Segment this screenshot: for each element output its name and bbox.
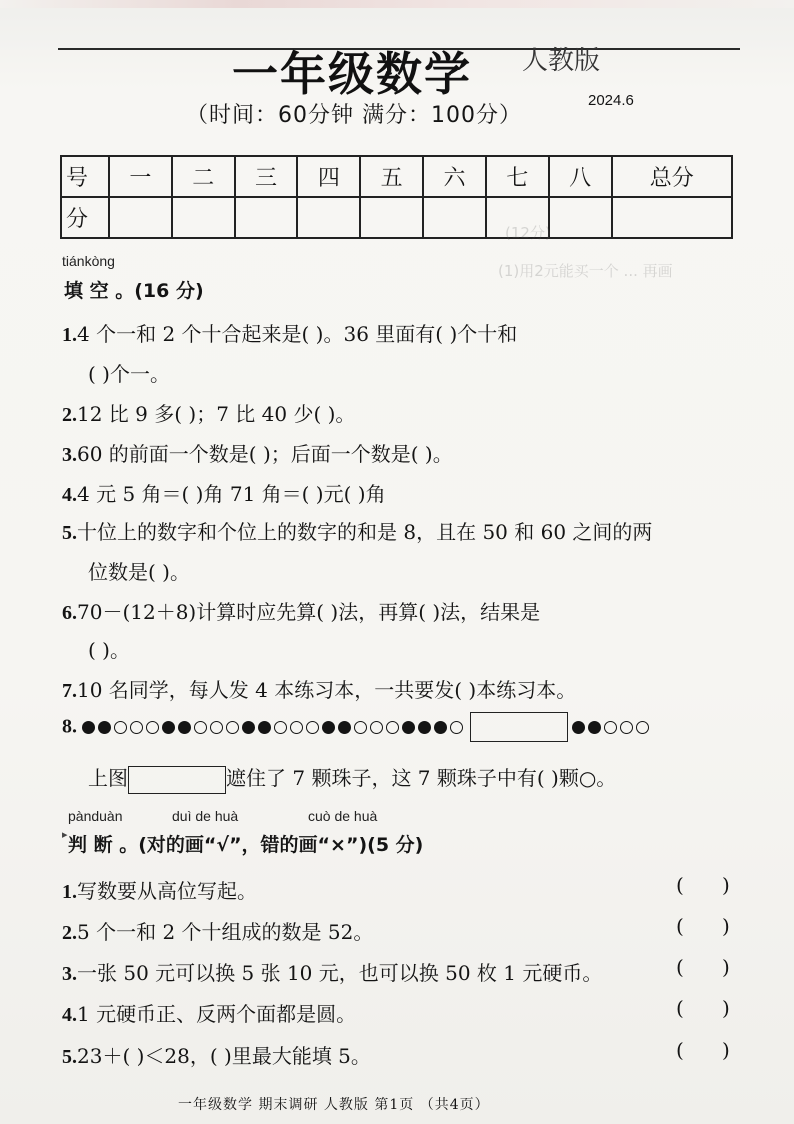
score-input-cell[interactable] (360, 197, 423, 238)
score-cell: 总分 (612, 156, 733, 197)
section1-title: 填 空 。(16 分) (64, 280, 204, 302)
top-edge (0, 0, 794, 8)
score-table-score-row (61, 197, 732, 238)
question-1-continued: ( )个一。 (88, 362, 170, 386)
question-3 (62, 438, 453, 467)
question-1 (62, 318, 517, 347)
score-cell: 号 (61, 156, 109, 197)
question-2 (62, 398, 355, 427)
question-text: 10 名同学，每人发 4 本练习本，一共要发( )本练习本。 (77, 678, 577, 702)
section2-pinyin: pànduàn (68, 808, 123, 824)
section1-pinyin: tiánkòng (62, 253, 115, 269)
answer-paren[interactable]: ( ) (676, 996, 730, 1020)
question-6 (62, 596, 540, 625)
white-bead (604, 721, 617, 734)
score-cell: 五 (360, 156, 423, 197)
score-cell: 一 (109, 156, 172, 197)
score-input-cell[interactable] (612, 197, 733, 238)
bead-row (62, 712, 652, 744)
bleed-through: (12分) (505, 224, 551, 242)
page-footer: 一年级数学 期末调研 人教版 第1页 （共4页） (178, 1097, 490, 1113)
question-text: 十位上的数字和个位上的数字的和是 8，且在 50 和 60 之间的两 (77, 520, 653, 544)
question-text: 写数要从高位写起。 (77, 879, 257, 903)
exam-date: 2024.6 (588, 92, 634, 109)
question-text: 4 元 5 角＝( )角 71 角＝( )元( )角 (77, 482, 386, 506)
black-bead (242, 721, 255, 734)
black-bead (402, 721, 415, 734)
judge-item (62, 875, 257, 904)
question-text: 70－(12＋8)计算时应先算( )法，再算( )法，结果是 (77, 600, 541, 624)
question-5 (62, 516, 652, 545)
score-cell: 八 (549, 156, 612, 197)
score-input-cell[interactable] (549, 197, 612, 238)
question-6-continued: ( )。 (88, 638, 130, 662)
white-bead (354, 721, 367, 734)
question-number: 3. (62, 963, 77, 985)
black-bead (588, 721, 601, 734)
cover-box (470, 712, 568, 742)
black-bead (178, 721, 191, 734)
answer-paren[interactable]: ( ) (676, 873, 730, 897)
question-number: 6. (62, 602, 77, 624)
question-text: 60 的前面一个数是( )；后面一个数是( )。 (77, 442, 453, 466)
question-number: 2. (62, 922, 77, 944)
score-table-header-row (61, 156, 732, 197)
question-text: 遮住了 7 颗珠子，这 7 颗珠子中有( )颗○。 (226, 766, 617, 790)
white-bead (130, 721, 143, 734)
black-bead (82, 721, 95, 734)
score-cell: 三 (235, 156, 298, 197)
question-5-continued: 位数是( )。 (88, 560, 190, 584)
white-bead (194, 721, 207, 734)
black-bead (258, 721, 271, 734)
edition-label: 人教版 (522, 46, 601, 76)
question-number: 3. (62, 444, 77, 466)
bleed-through: (1)用2元能买一个 ... 再画 (498, 262, 673, 280)
judge-item (62, 998, 356, 1027)
score-input-cell[interactable] (235, 197, 298, 238)
score-cell: 四 (297, 156, 360, 197)
question-text: 23＋( )＜28，( )里最大能填 5。 (77, 1044, 371, 1068)
white-bead (306, 721, 319, 734)
question-number: 2. (62, 404, 77, 426)
score-input-cell[interactable] (172, 197, 235, 238)
question-4 (62, 478, 386, 507)
question-text: 一张 50 元可以换 5 张 10 元，也可以换 50 枚 1 元硬币。 (77, 961, 603, 985)
question-7 (62, 674, 576, 703)
question-number: 5. (62, 1046, 77, 1068)
black-bead (162, 721, 175, 734)
question-number: 7. (62, 680, 77, 702)
judge-item (62, 957, 602, 986)
score-input-cell[interactable] (423, 197, 486, 238)
black-bead (338, 721, 351, 734)
question-text: 12 比 9 多( )；7 比 40 少( )。 (77, 402, 356, 426)
question-text: 5 个一和 2 个十组成的数是 52。 (77, 920, 374, 944)
answer-paren[interactable]: ( ) (676, 914, 730, 938)
white-bead (274, 721, 287, 734)
white-bead (636, 721, 649, 734)
exam-subtitle: （时间：60分钟 满分：100分） (186, 103, 522, 128)
question-text: 上图 (88, 766, 128, 790)
score-input-cell[interactable] (109, 197, 172, 238)
question-number: 4. (62, 484, 77, 506)
question-8-continued (88, 762, 616, 794)
question-number: 1. (62, 324, 77, 346)
question-text: 4 个一和 2 个十合起来是( )。36 里面有( )个十和 (77, 322, 518, 346)
score-cell: 六 (423, 156, 486, 197)
score-table (60, 155, 733, 239)
white-bead (450, 721, 463, 734)
white-bead (210, 721, 223, 734)
bullet-marker: ▸ (62, 828, 68, 841)
black-bead (418, 721, 431, 734)
exam-title: 一年级数学 (232, 47, 472, 101)
question-number: 4. (62, 1004, 77, 1026)
question-number: 8. (62, 715, 77, 738)
white-bead (386, 721, 399, 734)
section2-pinyin: cuò de huà (308, 808, 378, 824)
judge-item (62, 1040, 371, 1069)
answer-paren[interactable]: ( ) (676, 1038, 730, 1062)
white-bead (290, 721, 303, 734)
score-cell: 七 (486, 156, 549, 197)
section2-title: 判 断 。(对的画“√”，错的画“×”)(5 分) (68, 834, 424, 856)
black-bead (98, 721, 111, 734)
question-text: 1 元硬币正、反两个面都是圆。 (77, 1002, 357, 1026)
white-bead (226, 721, 239, 734)
white-bead (620, 721, 633, 734)
white-bead (114, 721, 127, 734)
bead-sequence (82, 717, 652, 736)
score-cell: 二 (172, 156, 235, 197)
black-bead (572, 721, 585, 734)
answer-paren[interactable]: ( ) (676, 955, 730, 979)
white-bead (146, 721, 159, 734)
white-bead (370, 721, 383, 734)
section2-pinyin: duì de huà (172, 808, 239, 824)
black-bead (434, 721, 447, 734)
judge-item (62, 916, 373, 945)
score-input-cell[interactable] (297, 197, 360, 238)
black-bead (322, 721, 335, 734)
question-number: 1. (62, 881, 77, 903)
question-number: 5. (62, 522, 77, 544)
score-cell: 分 (61, 197, 109, 238)
cover-box (128, 766, 226, 794)
